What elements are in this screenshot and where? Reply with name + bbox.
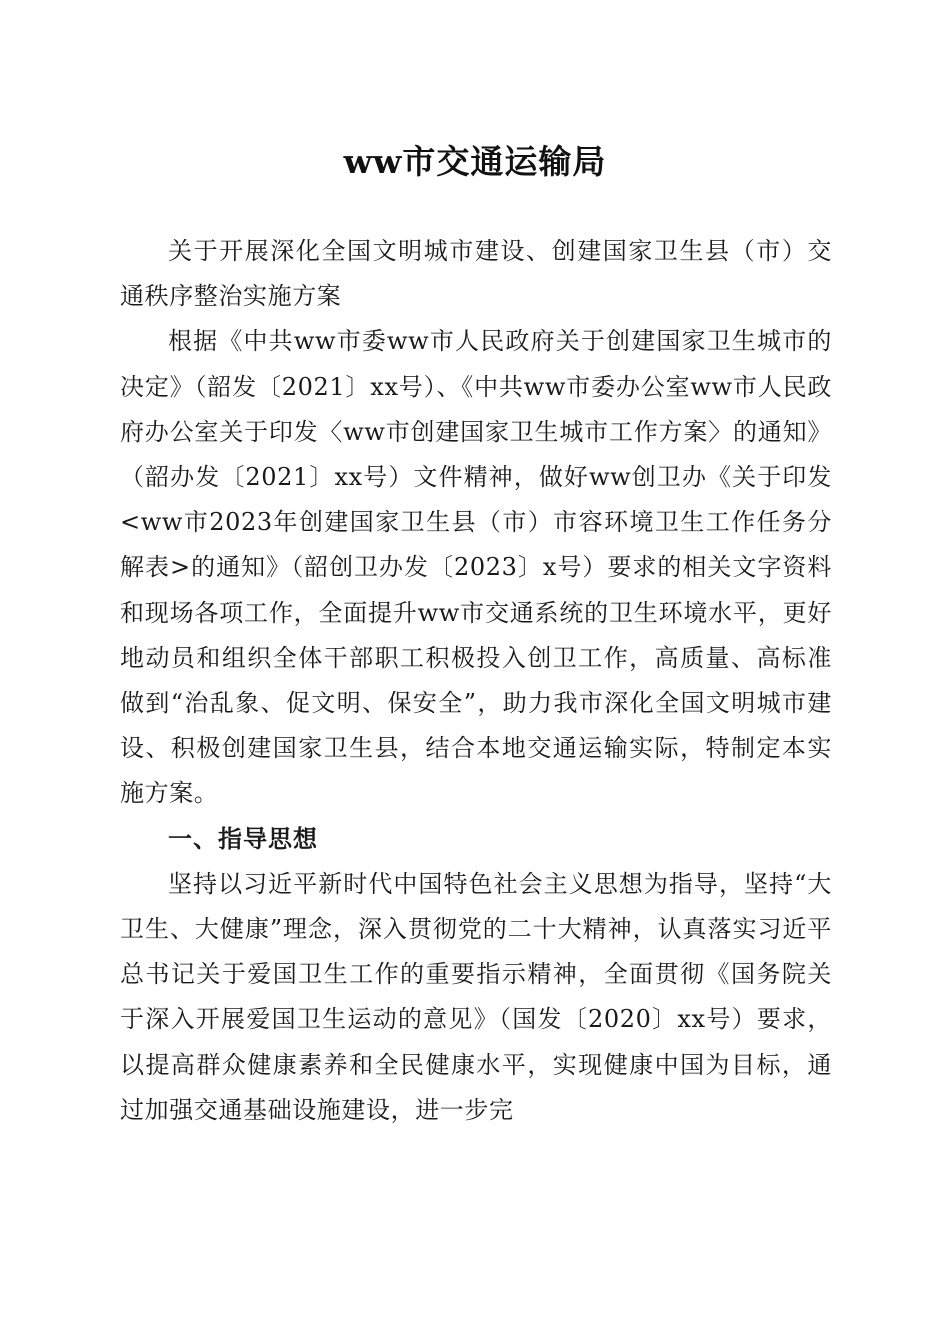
- document-body: [120, 229, 832, 1133]
- intro-paragraph: 根据《中共ww市委ww市人民政府关于创建国家卫生城市的决定》（韶发〔2021〕xx号）、《中共ww市委办公室ww市人民政府办公室关于印发〈ww市创建国家卫生城市工作方案〉的通知》（韶办发〔2021〕xx号）文件精神，做好ww创卫办《关于印发<ww市2023年创建国家卫生县（市）市容环境卫生工作任务分解表>的通知》（韶创卫办发〔2023〕x号）要求的相关文字资料和现场各项工作，全面提升ww市交通系统的卫生环境水平，更好地动员和组织全体干部职工积极投入创卫工作，高质量、高标准做到“治乱象、促文明、保安全”，助力我市深化全国文明城市建设、积极创建国家卫生县，结合本地交通运输实际，特制定本实施方案。: [120, 327, 832, 808]
- document-subtitle: 关于开展深化全国文明城市建设、创建国家卫生县（市）交通秩序整治实施方案: [120, 237, 832, 311]
- document-title: ww市交通运输局: [343, 142, 607, 181]
- guiding-ideology-paragraph: 坚持以习近平新时代中国特色社会主义思想为指导，坚持“大卫生、大健康”理念，深入贯彻党的二十大精神，认真落实习近平总书记关于爱国卫生工作的重要指示精神，全面贯彻《国务院关于深入开展爱国卫生运动的意见》（国发〔2020〕xx号）要求，以提高群众健康素养和全民健康水平，实现健康中国为目标，通过加强交通基础设施建设，进一步完: [120, 869, 832, 1124]
- section-heading-guiding-ideology: 一、指导思想: [168, 824, 318, 853]
